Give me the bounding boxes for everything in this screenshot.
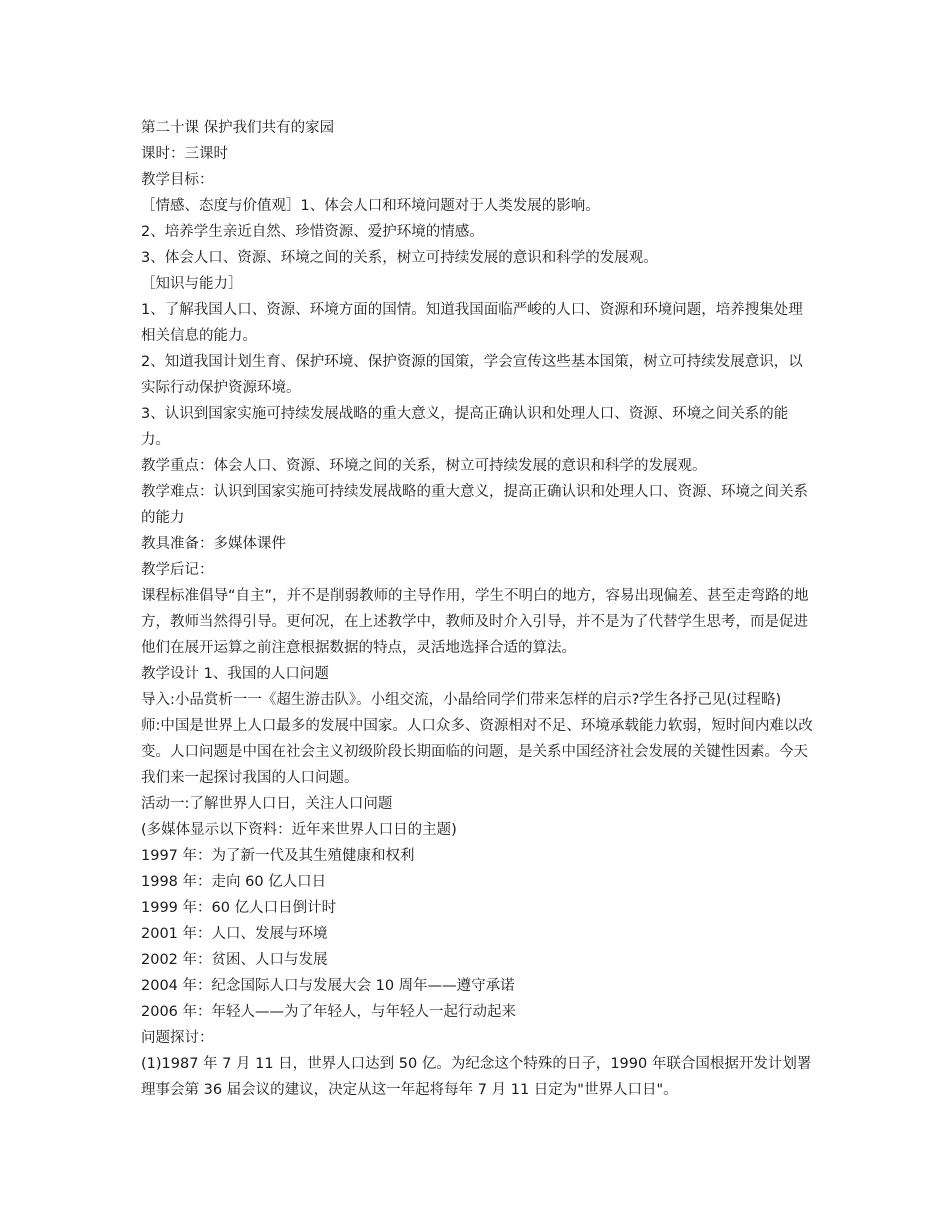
objectives-heading: 教学目标： (141, 172, 214, 188)
knowledge-item-2: 2、知道我国计划生育、保护环境、保护资源的国策，学会宣传这些基本国策，树立可持续发展意识，以实际行动保护资源环境。 (141, 354, 803, 396)
emotion-objective-3: 3、体会人口、资源、环境之间的关系，树立可持续发展的意识和科学的发展观。 (141, 250, 658, 266)
class-hours: 课时：三课时 (141, 146, 228, 162)
discussion-1: (1)1987 年 7 月 11 日，世界人口达到 50 亿。为纪念这个特殊的日子，1990 年联合国根据开发计划署理事会第 36 届会议的建议，决定从这一年起将每年 7 月 11 日定为"世界人口日"。 (141, 1056, 812, 1098)
knowledge-heading: ［知识与能力］ (141, 276, 243, 292)
emotion-objective-1: ［情感、态度与价值观］1、体会人口和环境问题对于人类发展的影响。 (141, 198, 600, 214)
multimedia-note: (多媒体显示以下资料：近年来世界人口日的主题) (141, 822, 457, 838)
design-heading: 教学设计 1、我国的人口问题 (141, 666, 329, 682)
theme-2006: 2006 年：年轻人——为了年轻人，与年轻人一起行动起来 (141, 1004, 517, 1020)
knowledge-item-1: 1、了解我国人口、资源、环境方面的国情。知道我国面临严峻的人口、资源和环境问题，培养搜集处理相关信息的能力。 (141, 302, 803, 344)
document-title: 第二十课 保护我们共有的家园 (141, 120, 335, 136)
activity-1-heading: 活动一:了解世界人口日，关注人口问题 (141, 796, 393, 812)
intro-paragraph: 导入:小品赏析一一《超生游击队》。小组交流，小晶给同学们带来怎样的启示?学生各抒己见(过程略) (141, 692, 782, 708)
theme-1999: 1999 年：60 亿人口日倒计时 (141, 900, 337, 916)
knowledge-item-3: 3、认识到国家实施可持续发展战略的重大意义，提高正确认识和处理人口、资源、环境之间关系的能力。 (141, 406, 789, 448)
theme-2001: 2001 年：人口、发展与环境 (141, 926, 328, 942)
theme-2002: 2002 年：贫困、人口与发展 (141, 952, 328, 968)
emotion-objective-2: 2、培养学生亲近自然、珍惜资源、爱护环境的情感。 (141, 224, 484, 240)
materials: 教具准备：多媒体课件 (141, 536, 286, 552)
theme-2004: 2004 年：纪念国际人口与发展大会 10 周年——遵守承诺 (141, 978, 515, 994)
theme-1998: 1998 年：走向 60 亿人口日 (141, 874, 327, 890)
key-point: 教学重点：体会人口、资源、环境之间的关系，树立可持续发展的意识和科学的发展观。 (141, 458, 707, 474)
postscript-heading: 教学后记： (141, 562, 214, 578)
theme-1997: 1997 年：为了新一代及其生殖健康和权利 (141, 848, 415, 864)
discussion-heading: 问题探讨： (141, 1030, 214, 1046)
document-body (141, 115, 813, 1103)
teacher-paragraph: 师:中国是世界上人口最多的发展中国家。人口众多、资源相对不足、环境承载能力软弱，短时间内难以改变。人口问题是中国在社会主义初级阶段长期面临的问题，是关系中国经济社会发展的关键性因素。今天我们来一起探讨我国的人口问题。 (141, 718, 813, 786)
difficult-point: 教学难点：认识到国家实施可持续发展战略的重大意义，提高正确认识和处理人口、资源、环境之间关系的能力 (141, 484, 808, 526)
postscript-text: 课程标准倡导“自主”，并不是削弱教师的主导作用，学生不明白的地方，容易出现偏差、甚至走弯路的地方，教师当然得引导。更何况，在上述教学中，教师及时介入引导，并不是为了代替学生思考，而是促进他们在展开运算之前注意根据数据的特点，灵活地选择合适的算法。 (141, 588, 809, 656)
